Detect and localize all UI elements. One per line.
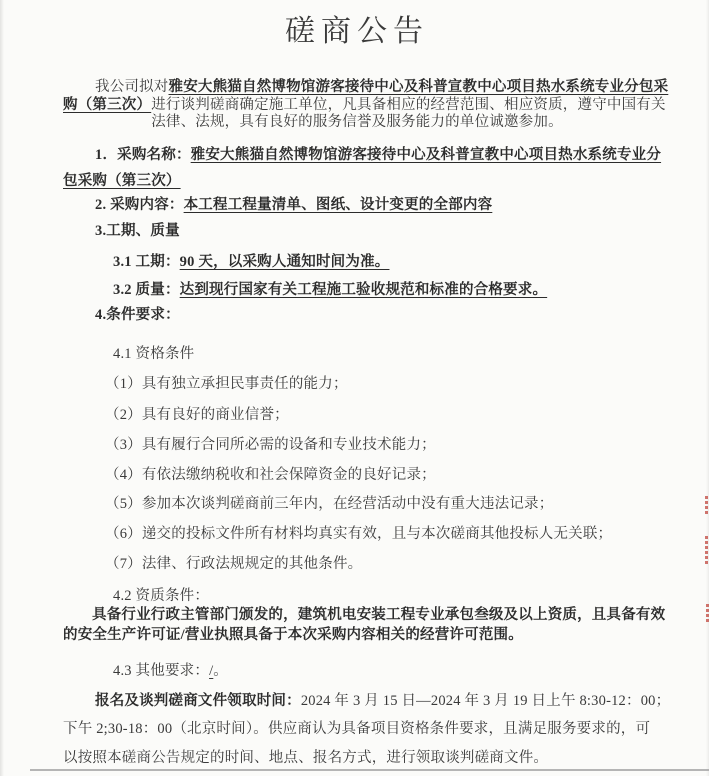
item3 xyxy=(95,222,180,240)
signup-line-1 xyxy=(95,692,670,710)
cond-6 xyxy=(105,525,612,543)
text-segment: 3.2 质量： xyxy=(113,282,180,298)
text-segment: 报名及谈判磋商文件领取时间： xyxy=(95,693,301,709)
item1-line-2 xyxy=(63,172,181,190)
text-segment: 本工程工程量清单、图纸、设计变更的全部内容 xyxy=(183,197,493,213)
text-segment: 我公司拟对 xyxy=(95,79,169,95)
text-segment: 雅安大熊猫自然博物馆游客接待中心及科普宣教中心项目热水系统专业分 xyxy=(190,147,662,163)
text-segment: 。 xyxy=(213,663,228,679)
item4-1 xyxy=(113,345,194,363)
cond-2 xyxy=(105,406,289,424)
text-segment: 雅安大熊猫自然博物馆游客接待中心及科普宣教中心项目热水系统专业分包采 xyxy=(168,79,669,95)
text-segment: 4.1 资格条件 xyxy=(113,346,195,362)
item1-line-1 xyxy=(95,146,661,164)
item3-1 xyxy=(113,253,389,271)
item4-2 xyxy=(113,587,209,605)
cond-1 xyxy=(105,375,348,393)
text-segment: 以按照本磋商公告规定的时间、地点、报名方式，进行领取谈判磋商文件。 xyxy=(63,750,549,766)
text-segment: 包采购（第三次） xyxy=(63,173,181,189)
text-segment: 2. 采购内容： xyxy=(95,197,184,213)
scan-bottom-edge-line xyxy=(30,769,709,771)
scan-red-bleed-mark xyxy=(705,496,708,516)
cond-3 xyxy=(105,436,436,454)
text-segment: 2024 年 3 月 15 日—2024 年 3 月 19 日上午 8:30-12：00； xyxy=(300,693,671,709)
text-segment: 购（第三次） xyxy=(63,97,152,113)
text-segment: / xyxy=(209,663,214,679)
text-segment: 磋商公告 xyxy=(285,15,429,48)
text-segment: 3.1 工期： xyxy=(113,254,180,270)
text-segment: 3.工期、质量 xyxy=(95,223,180,239)
scan-red-bleed-mark xyxy=(705,536,708,566)
text-segment: 4.2 资质条件： xyxy=(113,588,210,604)
text-segment: （5）参加本次谈判磋商前三年内，在经营活动中没有重大违法记录； xyxy=(105,496,554,512)
text-segment: 4.条件要求： xyxy=(95,307,180,323)
signup-line-2 xyxy=(63,720,650,738)
text-segment: 4.3 其他要求： xyxy=(113,663,210,679)
intro-line-3 xyxy=(63,113,651,131)
text-segment: 1．采购名称： xyxy=(95,147,191,163)
item3-2 xyxy=(113,281,547,299)
text-segment: 的安全生产许可证/营业执照具备于本次采购内容相关的经营许可范围。 xyxy=(63,627,523,643)
doc-title xyxy=(63,13,651,51)
text-segment: 达到现行国家有关工程施工验收规范和标准的合格要求。 xyxy=(179,282,548,298)
cond-7 xyxy=(105,555,362,573)
item4 xyxy=(95,306,180,324)
text-segment: （4）有依法缴纳税收和社会保障资金的良好记录； xyxy=(105,467,436,483)
item4-3 xyxy=(113,662,228,680)
text-segment: 具备行业行政主管部门颁发的，建筑机电安装工程专业承包叁级及以上资质，且具备有效 xyxy=(92,607,666,623)
text-segment: （1）具有独立承担民事责任的能力； xyxy=(105,376,348,392)
scan-left-edge-shadow xyxy=(0,0,4,776)
qual-line-2 xyxy=(63,626,523,644)
text-segment: 下午 2;30-18：00（北京时间）。供应商认为具备项目资格条件要求，且满足服务要求的，可 xyxy=(63,721,651,737)
text-segment: 90 天，以采购人通知时间为准。 xyxy=(179,254,390,270)
text-segment: （3）具有履行合同所必需的设备和专业技术能力； xyxy=(105,437,436,453)
cond-5 xyxy=(105,495,553,513)
signup-line-3 xyxy=(63,749,548,767)
text-segment: （6）递交的投标文件所有材料均真实有效，且与本次磋商其他投标人无关联； xyxy=(105,526,613,542)
cond-4 xyxy=(105,466,436,484)
qual-line-1 xyxy=(92,606,665,624)
intro-line-2 xyxy=(63,96,666,114)
text-segment: 法律、法规，具有良好的服务信誉及服务能力的单位诚邀参加。 xyxy=(151,114,563,130)
text-segment: （2）具有良好的商业信誉； xyxy=(105,407,289,423)
item2 xyxy=(95,196,492,214)
text-segment: 进行谈判磋商确定施工单位，凡具备相应的经营范围、相应资质，遵守中国有关 xyxy=(151,97,666,113)
text-segment: （7）法律、行政法规规定的其他条件。 xyxy=(105,556,363,572)
intro-line-1 xyxy=(95,78,668,96)
